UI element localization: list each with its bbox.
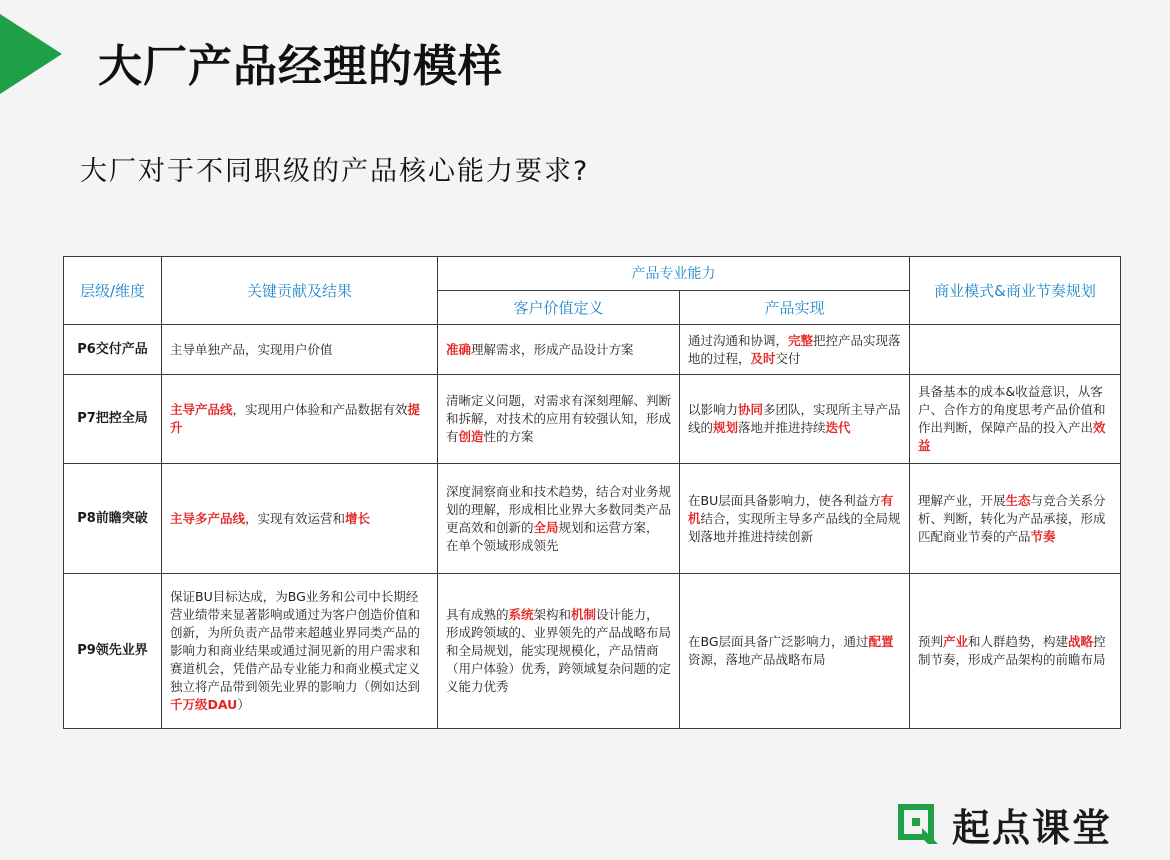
cell-contribution: [162, 375, 438, 464]
cell-contribution: [162, 574, 438, 729]
cell-text: 性的方案: [483, 429, 534, 444]
cell-text: 和人群趋势，构建: [968, 634, 1069, 649]
highlight-text: 协同: [738, 402, 764, 417]
highlight-text: 规划: [713, 420, 739, 435]
highlight-text: 准确: [446, 341, 472, 357]
cell-text: 规划和运营方案，在单个领域形成领先: [446, 519, 659, 553]
row-level: P6交付产品: [64, 325, 162, 375]
cell-text: 保证BU目标达成，为BG业务和公司中长期经营业绩带来显著影响或通过为客户创造价值和创新，为所负责产品带来超越业界同类产品的影响力和商业结果或通过洞见新的用户需求和赛道机会，凭借产品专业能力和商业模式定义独立将产品带到领先业界的影响力（例如达到: [170, 589, 421, 694]
cell-business: [910, 325, 1121, 375]
highlight-text: 系统: [508, 607, 534, 622]
cell-text: 通过沟通和协调，: [688, 332, 789, 348]
cell-text: 落地并推进持续: [738, 420, 826, 435]
table-row: [64, 464, 1121, 574]
highlight-text: 增长: [345, 510, 371, 526]
cell-text: 在BU层面具备影响力，使各利益方: [688, 492, 881, 508]
highlight-text: 完整: [788, 332, 814, 348]
cell-value-definition: [438, 464, 680, 574]
cell-text: 预判: [918, 634, 944, 649]
header-level: 层级/维度: [64, 257, 162, 325]
cell-business: [910, 375, 1121, 464]
cell-text: 在BG层面具备广泛影响力，通过: [688, 634, 869, 649]
highlight-text: 提升: [170, 402, 421, 435]
cell-text: 设计能力，形成跨领域的、业界领先的产品战略布局和全局规划，能实现规模化，产品情商（用户体验）优秀，跨领域复杂问题的定义能力优秀: [446, 607, 672, 694]
logo-mark-icon: [898, 804, 940, 846]
cell-value-definition: [438, 325, 680, 375]
logo-text: 起点课堂: [952, 806, 1113, 850]
cell-realization: [680, 325, 910, 375]
cell-text: ，实现用户体验和产品数据有效: [232, 402, 408, 417]
cell-text: 具备基本的成本&收益意识，从客户、合作方的角度思考产品价值和作出判断，保障产品的投入产出: [918, 384, 1106, 435]
cell-text: 与竞合关系分析、判断，转化为产品承接，形成匹配商业节奏的产品: [918, 492, 1106, 544]
header-value-definition: 客户价值定义: [438, 291, 680, 325]
table-row: [64, 574, 1121, 729]
highlight-text: 创造: [458, 429, 484, 444]
cell-business: [910, 464, 1121, 574]
cell-business: [910, 574, 1121, 729]
highlight-text: 及时: [750, 350, 776, 366]
highlight-text: 生态: [1005, 492, 1031, 508]
cell-text: 结合，实现所主导多产品线的全局规划落地并推进持续创新: [688, 510, 901, 544]
row-level: P9领先业界: [64, 574, 162, 729]
highlight-text: 机制: [571, 607, 597, 622]
highlight-text: 迭代: [825, 420, 851, 435]
cell-text: 理解需求，形成产品设计方案: [471, 341, 634, 357]
title-triangle-marker: [0, 14, 62, 94]
cell-realization: [680, 375, 910, 464]
header-business: 商业模式&商业节奏规划: [910, 257, 1121, 325]
cell-realization: [680, 464, 910, 574]
cell-text: 具有成熟的: [446, 607, 509, 622]
highlight-text: 节奏: [1030, 528, 1056, 544]
cell-text: 主导单独产品，实现用户价值: [170, 341, 333, 357]
highlight-text: 配置: [868, 634, 894, 649]
capability-table: [63, 256, 1121, 729]
cell-text: 以影响力: [688, 402, 739, 417]
cell-text: 清晰定义问题，对需求有深刻理解、判断和拆解，对技术的应用有较强认知，形成有: [446, 393, 672, 444]
cell-text: 深度洞察商业和技术趋势，结合对业务规划的理解，形成相比业界大多数同类产品更高效和创新的: [446, 483, 672, 535]
cell-text: 控制节奏，形成产品架构的前瞻布局: [918, 634, 1106, 667]
cell-text: 多团队，实现所主导产品线的: [688, 402, 901, 435]
page-subtitle: 大厂对于不同职级的产品核心能力要求?: [80, 156, 590, 187]
highlight-text: 全局: [533, 519, 559, 535]
cell-text: 资源，落地产品战略布局: [688, 652, 826, 667]
row-level: P7把控全局: [64, 375, 162, 464]
header-professional: 产品专业能力: [438, 257, 910, 291]
highlight-text: 主导产品线: [170, 402, 233, 417]
table-body: [64, 325, 1121, 729]
row-level: P8前瞻突破: [64, 464, 162, 574]
highlight-text: 主导多产品线: [170, 510, 246, 526]
cell-contribution: [162, 464, 438, 574]
header-realization: 产品实现: [680, 291, 910, 325]
highlight-text: 战略: [1068, 634, 1094, 649]
cell-text: 理解产业，开展: [918, 492, 1006, 508]
cell-value-definition: [438, 375, 680, 464]
capability-table-container: [63, 256, 1120, 729]
cell-text: ，实现有效运营和: [245, 510, 346, 526]
cell-text: 交付: [775, 350, 801, 366]
cell-contribution: [162, 325, 438, 375]
header-contribution: 关键贡献及结果: [162, 257, 438, 325]
table-row: [64, 325, 1121, 375]
highlight-text: 产业: [943, 634, 969, 649]
cell-text: ）: [237, 697, 250, 712]
cell-realization: [680, 574, 910, 729]
table-row: [64, 375, 1121, 464]
cell-text: 把控产品实现落地的过程，: [688, 332, 901, 366]
brand-logo: [898, 797, 1112, 852]
page-title: 大厂产品经理的模样: [98, 41, 503, 92]
cell-text: 架构和: [533, 607, 572, 622]
highlight-text: 千万级DAU: [170, 697, 238, 712]
highlight-text: 效益: [918, 420, 1106, 453]
highlight-text: 有机: [688, 492, 894, 526]
cell-value-definition: [438, 574, 680, 729]
